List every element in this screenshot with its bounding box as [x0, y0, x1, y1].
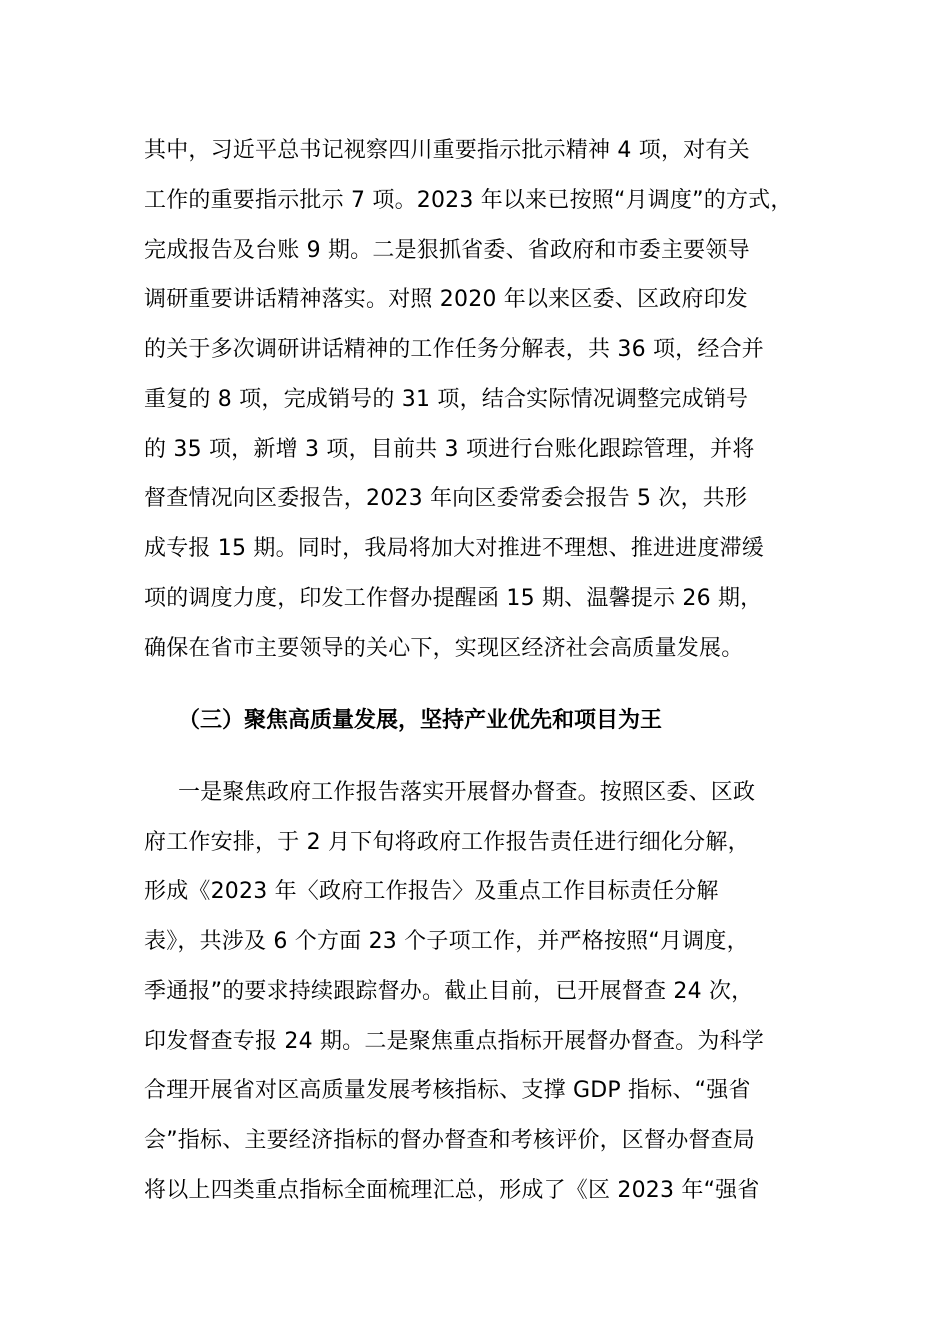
paragraph-line: 完成报告及台账 9 期。二是狠抓省委、省政府和市委主要领导	[144, 238, 750, 263]
paragraph-line: 项的调度力度，印发工作督办提醒函 15 期、温馨提示 26 期，	[144, 586, 763, 611]
paragraph-line: 督查情况向区委报告，2023 年向区委常委会报告 5 次，共形	[144, 486, 748, 511]
section-heading: （三）聚焦高质量发展，坚持产业优先和项目为王	[178, 708, 663, 733]
paragraph-line: 季通报”的要求持续跟踪督办。截止目前，已开展督查 24 次，	[144, 979, 754, 1004]
paragraph-line: 重复的 8 项，完成销号的 31 项，结合实际情况调整完成销号	[144, 387, 749, 412]
paragraph-line: 确保在省市主要领导的关心下，实现区经济社会高质量发展。	[144, 636, 744, 661]
paragraph-line: 将以上四类重点指标全面梳理汇总，形成了《区 2023 年“强省	[144, 1178, 760, 1203]
paragraph-line: 合理开展省对区高质量发展考核指标、支撑 GDP 指标、“强省	[144, 1078, 751, 1103]
paragraph-line: 调研重要讲话精神落实。对照 2020 年以来区委、区政府印发	[144, 287, 748, 312]
paragraph-line: 其中，习近平总书记视察四川重要指示批示精神 4 项，对有关	[144, 138, 750, 163]
paragraph-line: 府工作安排，于 2 月下旬将政府工作报告责任进行细化分解，	[144, 830, 750, 855]
paragraph-line: 工作的重要指示批示 7 项。2023 年以来已按照“月调度”的方式，	[144, 188, 793, 213]
paragraph-line: 会”指标、主要经济指标的督办督查和考核评价，区督办督查局	[144, 1128, 755, 1153]
paragraph-line: 一是聚焦政府工作报告落实开展督办督查。按照区委、区政	[178, 780, 756, 805]
paragraph-line: 成专报 15 期。同时，我局将加大对推进不理想、推进进度滞缓	[144, 536, 764, 561]
paragraph-line: 印发督查专报 24 期。二是聚焦重点指标开展督办督查。为科学	[144, 1029, 764, 1054]
paragraph-line: 形成《2023 年〈政府工作报告〉及重点工作目标责任分解	[144, 879, 719, 904]
paragraph-line: 的 35 项，新增 3 项，目前共 3 项进行台账化跟踪管理，并将	[144, 437, 755, 462]
paragraph-line: 表》，共涉及 6 个方面 23 个子项工作，并严格按照“月调度，	[144, 929, 749, 954]
paragraph-line: 的关于多次调研讲话精神的工作任务分解表，共 36 项，经合并	[144, 337, 764, 362]
